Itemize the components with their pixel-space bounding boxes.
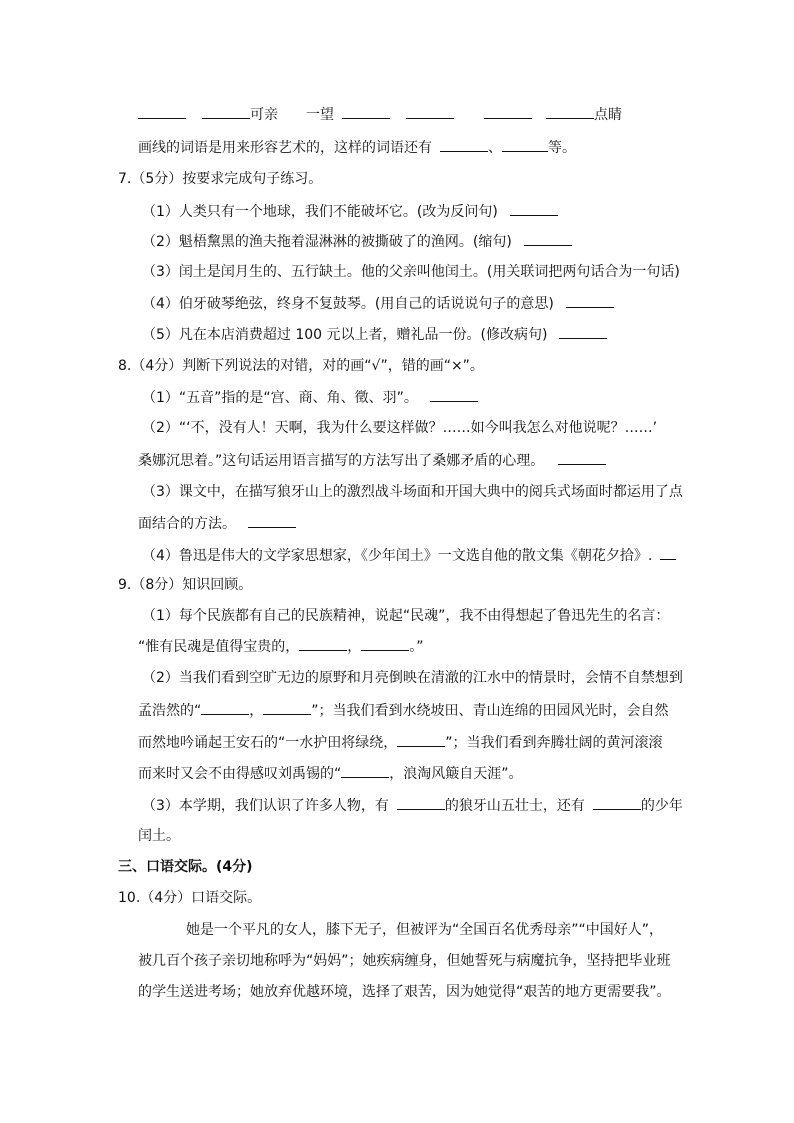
q9-item-1a: （1）每个民族都有自己的民族精神，说起“民魂”，我不由得想起了鲁迅先生的名言： bbox=[142, 608, 670, 624]
answer-blank[interactable] bbox=[361, 636, 409, 651]
q8-item-2a: （2）“‘不，没有人！天啊，我为什么要这样做？……如今叫我怎么对他说呢？……’ bbox=[142, 420, 658, 436]
q8-item-2b: 桑娜沉思着。”这句话运用语言描写的方法写出了桑娜矛盾的心理。 bbox=[138, 450, 606, 471]
q9-item-3a: （3）本学期，我们认识了许多人物，有 的狼牙山五壮士，还有 的少年 bbox=[142, 795, 683, 816]
q9-item-1b: “惟有民魂是值得宝贵的， ， 。” bbox=[138, 636, 424, 657]
answer-blank[interactable] bbox=[502, 137, 548, 152]
q9-item-3b: 闰土。 bbox=[138, 828, 180, 844]
q10-paragraph-line-2: 被几百个孩子亲切地称呼为“妈妈”；她疾病缠身，但她誓死与病魔抗争，坚持把毕业班 bbox=[138, 953, 671, 969]
answer-blank[interactable] bbox=[593, 795, 641, 810]
q7-item-2: （2）魁梧黧黑的渔夫拖着湿淋淋的被撕破了的渔网。(缩句) bbox=[142, 231, 572, 252]
q8-item-3a: （3）课文中，在描写狼牙山上的激烈战斗场面和开国大典中的阅兵式场面时都运用了点 bbox=[142, 484, 683, 500]
q7-item-3: （3）闰土是闰月生的、五行缺土。他的父亲叫他闰土。(用关联词把两句话合为一句话) bbox=[142, 264, 680, 280]
q9-item-2a: （2）当我们看到空旷无边的原野和月亮倒映在清澈的江水中的情景时，会情不自禁想到 bbox=[142, 670, 683, 686]
q9-item-2c: 而然地吟诵起王安石的“一水护田将绿绕， ”；当我们看到奔腾壮阔的黄河滚滚 bbox=[138, 732, 663, 753]
answer-blank[interactable] bbox=[660, 545, 676, 560]
answer-blank[interactable] bbox=[430, 387, 478, 402]
q10-title: 10.（4分）口语交际。 bbox=[118, 890, 262, 906]
q8-item-1: （1）“五音”指的是“宫、商、角、徵、羽”。 bbox=[142, 387, 478, 408]
q7-item-4: （4）伯牙破琴绝弦，终身不复鼓琴。(用自己的话说说句子的意思) bbox=[142, 293, 614, 314]
answer-blank[interactable] bbox=[406, 104, 454, 119]
q7-item-1: （1）人类只有一个地球，我们不能破坏它。(改为反问句) bbox=[142, 201, 558, 222]
answer-blank[interactable] bbox=[397, 795, 445, 810]
q9-item-2d: 而来时又会不由得感叹刘禹锡的“ ，浪淘风簸自天涯”。 bbox=[138, 763, 523, 784]
q8-title: 8.（4分）判断下列说法的对错，对的画“√”，错的画“×”。 bbox=[118, 358, 484, 374]
answer-blank[interactable] bbox=[299, 636, 347, 651]
q8-item-4: （4）鲁迅是伟大的文学家思想家，《少年闰土》一文选自他的散文集《朝花夕拾》. bbox=[142, 545, 676, 566]
answer-blank[interactable] bbox=[138, 104, 186, 119]
answer-blank[interactable] bbox=[566, 293, 614, 308]
answer-blank[interactable] bbox=[510, 201, 558, 216]
answer-blank[interactable] bbox=[201, 700, 249, 715]
q6-note: 画线的词语是用来形容艺术的，这样的词语还有 、 等。 bbox=[138, 137, 576, 158]
answer-blank[interactable] bbox=[263, 700, 311, 715]
q7-title: 7.（5分）按要求完成句子练习。 bbox=[118, 171, 323, 187]
q7-item-5: （5）凡在本店消费超过 100 元以上者，赠礼品一份。(修改病句) bbox=[142, 324, 607, 345]
q10-paragraph-line-3: 的学生送进考场；她放弃优越环境，选择了艰苦，因为她觉得“艰苦的地方更需要我”。 bbox=[138, 984, 671, 1000]
answer-blank[interactable] bbox=[202, 104, 250, 119]
answer-blank[interactable] bbox=[440, 137, 488, 152]
word-keqin: 可亲 bbox=[250, 107, 278, 123]
answer-blank[interactable] bbox=[524, 231, 572, 246]
answer-blank[interactable] bbox=[248, 513, 296, 528]
word-yiwang: 一望 bbox=[306, 107, 334, 123]
answer-blank[interactable] bbox=[558, 450, 606, 465]
q9-title: 9.（8分）知识回顾。 bbox=[118, 577, 253, 593]
word-dianjing: 点睛 bbox=[594, 107, 622, 123]
top-blanks-row bbox=[138, 104, 622, 125]
q8-item-3b: 面结合的方法。 bbox=[138, 513, 296, 534]
answer-blank[interactable] bbox=[484, 104, 532, 119]
section-3-heading: 三、口语交际。(4分) bbox=[118, 859, 253, 875]
answer-blank[interactable] bbox=[342, 104, 390, 119]
q9-item-2b: 孟浩然的“ ， ”；当我们看到水绕坡田、青山连绵的田园风光时，会自然 bbox=[138, 700, 669, 721]
answer-blank[interactable] bbox=[341, 763, 389, 778]
answer-blank[interactable] bbox=[559, 324, 607, 339]
answer-blank[interactable] bbox=[546, 104, 594, 119]
answer-blank[interactable] bbox=[397, 732, 445, 747]
q10-paragraph-line-1: 她是一个平凡的女人，膝下无子，但被评为“全国百名优秀母亲”“中国好人”， bbox=[186, 922, 664, 938]
